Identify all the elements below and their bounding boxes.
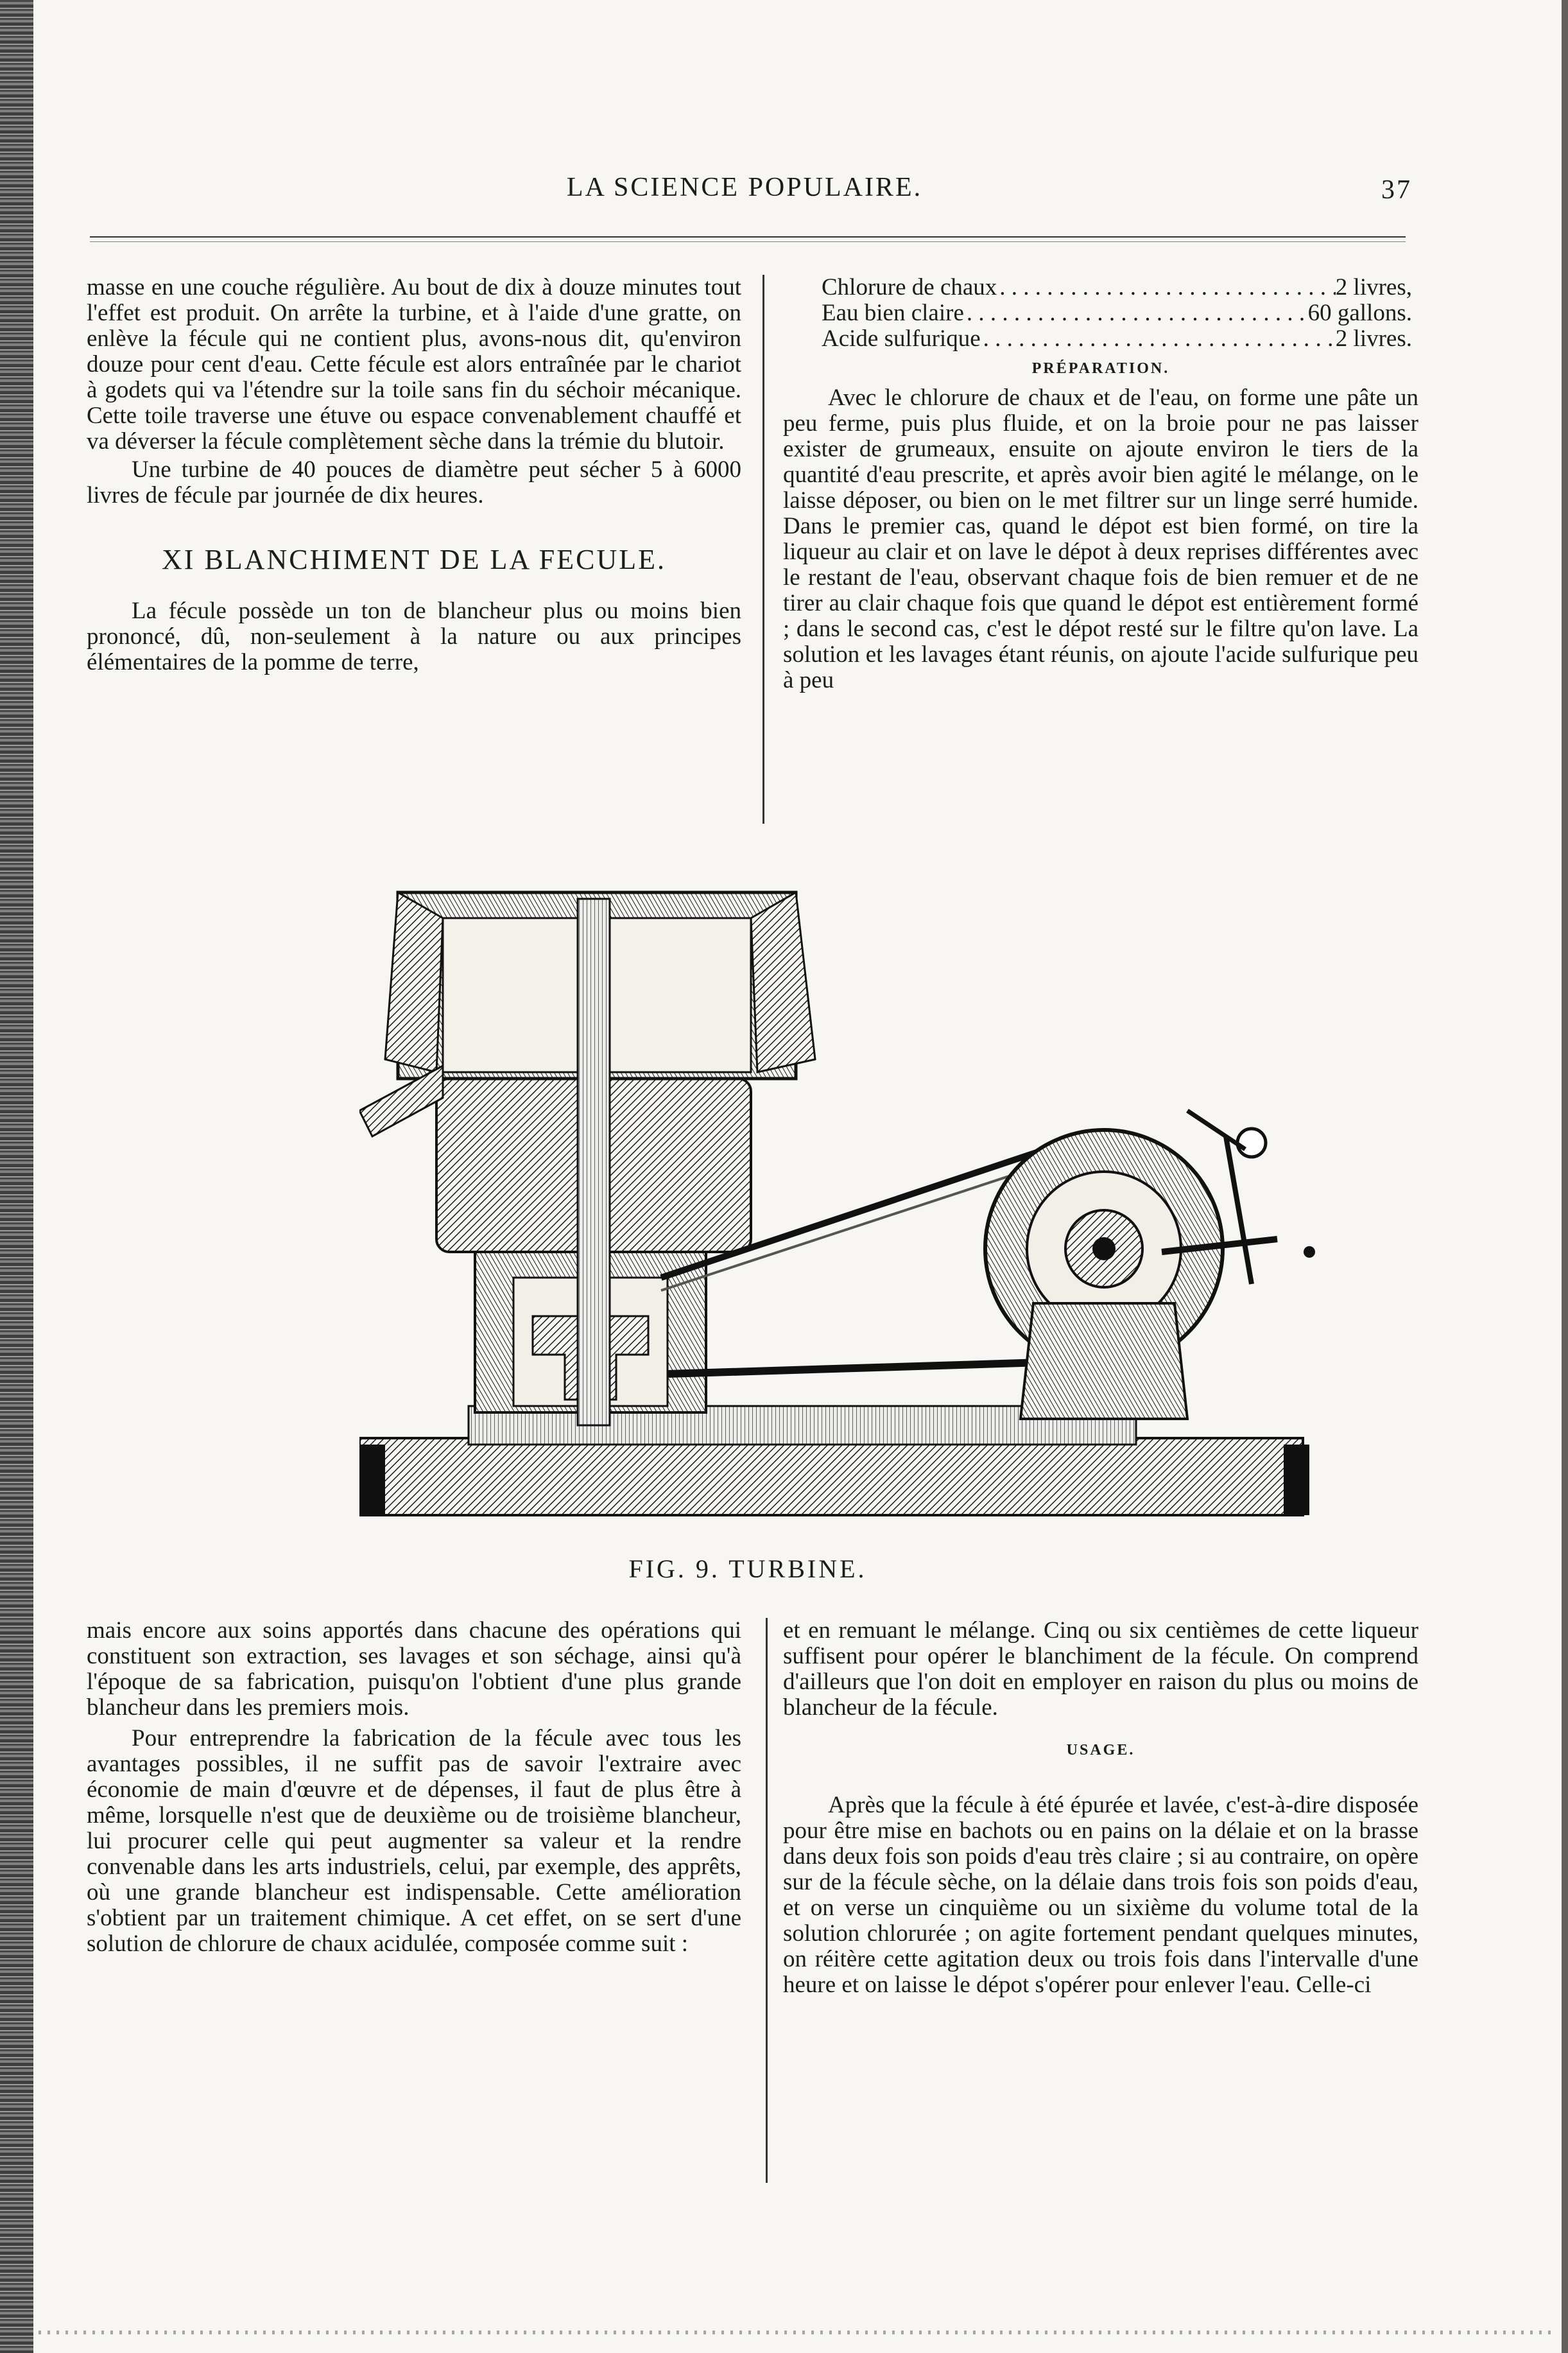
recipe-item: Chlorure de chaux — [822, 274, 997, 300]
recipe-line — [783, 326, 1418, 352]
right-bottom-column — [783, 1618, 1418, 1998]
left-bottom-column — [87, 1618, 741, 1957]
left-top-column — [87, 275, 741, 675]
paragraph: Pour entreprendre la fabrication de la fécule avec tous les avantages possibles, il ne suffit pas de savoir l'extraire avec économie de main d'œuvre et de dépenses, il faut de plus être à même, lorsquelle n'est que de deuxième ou de troisième blancheur, lui procurer celle qui peut augmenter sa valeur et la rendre convenable dans les arts industriels, celui, par exemple, des apprêts, où une grande blancheur est indispensable. Cette amélioration s'obtient par un traitement chimique. A cet effet, on se sert d'une solution de chlorure de chaux acidulée, composée comme suit : — [87, 1725, 741, 1957]
header-rule-thin — [90, 241, 1406, 242]
recipe-item: Acide sulfurique — [822, 326, 981, 352]
recipe-qty: 60 gallons. — [1307, 300, 1412, 326]
paragraph: mais encore aux soins apportés dans chacune des opérations qui constituent son extraction, ses lavages et son séchage, ainsi qu'à l'époque de sa fabrication, puisqu'on l'obtient d'une plus grande blancheur dans les premiers mois. — [87, 1617, 741, 1721]
subheading-preparation: PRÉPARATION. — [1031, 360, 1170, 377]
recipe-item: Eau bien claire — [822, 300, 964, 326]
page-header — [90, 172, 1412, 211]
recipe-qty: 2 livres, — [1335, 274, 1412, 300]
paragraph: Avec le chlorure de chaux et de l'eau, on forme une pâte un peu ferme, puis plus fluide, et on la broie pour ne pas laisser exister de grumeaux, ensuite on ajoute environ le tiers de la quantité d'eau prescrite, et après avoir bien agité le mélange, on le laisse déposer, ou bien on le met filtrer sur un linge serré humide. Dans le premier cas, quand le dépot est bien formé, on tire la liqueur au clair et on lave le dépot à deux reprises différentes avec le restant de l'eau, observant chaque fois de bien remuer et de ne tirer au clair chaque fois que quand le dépot est entièrement formé ; dans le second cas, c'est le dépot resté sur le filtre qu'on lave. La solution et les lavages étant réunis, on ajoute l'acide sulfurique peu à peu — [783, 385, 1418, 693]
page-bottom-edge — [39, 2331, 1555, 2334]
paragraph: Une turbine de 40 pouces de diamètre peut sécher 5 à 6000 livres de fécule par journée de dix heures. — [87, 456, 741, 508]
right-top-column — [783, 275, 1418, 693]
page-edge — [1562, 0, 1568, 2353]
figure-caption: FIG. 9. TURBINE. — [628, 1554, 867, 1583]
header-rule — [90, 236, 1406, 238]
paragraph: La fécule possède un ton de blancheur plus ou moins bien prononcé, dû, non-seulement à la nature ou aux principes élémentaires de la pomme de terre, — [87, 598, 741, 675]
paragraph: et en remuant le mélange. Cinq ou six centièmes de cette liqueur suffisent pour opérer le blanchiment de la fécule. On comprend d'ailleurs que l'on doit en employer en raison du plus ou moins de blancheur de la fécule. — [783, 1617, 1418, 1721]
column-divider — [766, 1618, 768, 2183]
column-divider — [762, 275, 764, 824]
paragraph: masse en une couche régulière. Au bout de dix à douze minutes tout l'effet est produit. On arrête la turbine, et à l'aide d'une gratte, on enlève la fécule qui ne contient plus, avons-nous dit, qu'environ douze pour cent d'eau. Cette fécule est alors entraînée par le chariot à godets qui va l'étendre sur la toile sans fin du séchoir mécanique. Cette toile traverse une étuve ou espace convenablement chauffé et va déverser la fécule complètement sèche dans la trémie du blutoir. — [87, 274, 741, 455]
recipe-line — [783, 275, 1418, 300]
running-title: LA SCIENCE POPULAIRE. — [566, 173, 923, 202]
recipe-line — [783, 300, 1418, 326]
subheading-usage: USAGE. — [1066, 1742, 1135, 1758]
page-number: 37 — [1381, 175, 1412, 205]
binding-edge — [0, 0, 33, 2353]
section-heading: XI BLANCHIMENT DE LA FECULE. — [162, 544, 666, 575]
paragraph: Après que la fécule à été épurée et lavée, c'est-à-dire disposée pour être mise en bachots ou en pains on la délaie et on la brasse dans deux fois son poids d'eau très claire ; si au contraire, on opère sur de la fécule sèche, on la délaie dans trois fois son poids d'eau, et on verse un cinquième ou un sixième du volume total de la solution chlorurée ; on agite fortement pendant quelques minutes, on réitère cette agitation deux ou trois fois dans l'intervalle d'une heure et on laisse le dépot s'opérer pour enlever l'eau. Celle-ci — [783, 1792, 1418, 1998]
recipe-qty: 2 livres. — [1335, 326, 1412, 352]
turbine-illustration — [359, 867, 1348, 1522]
